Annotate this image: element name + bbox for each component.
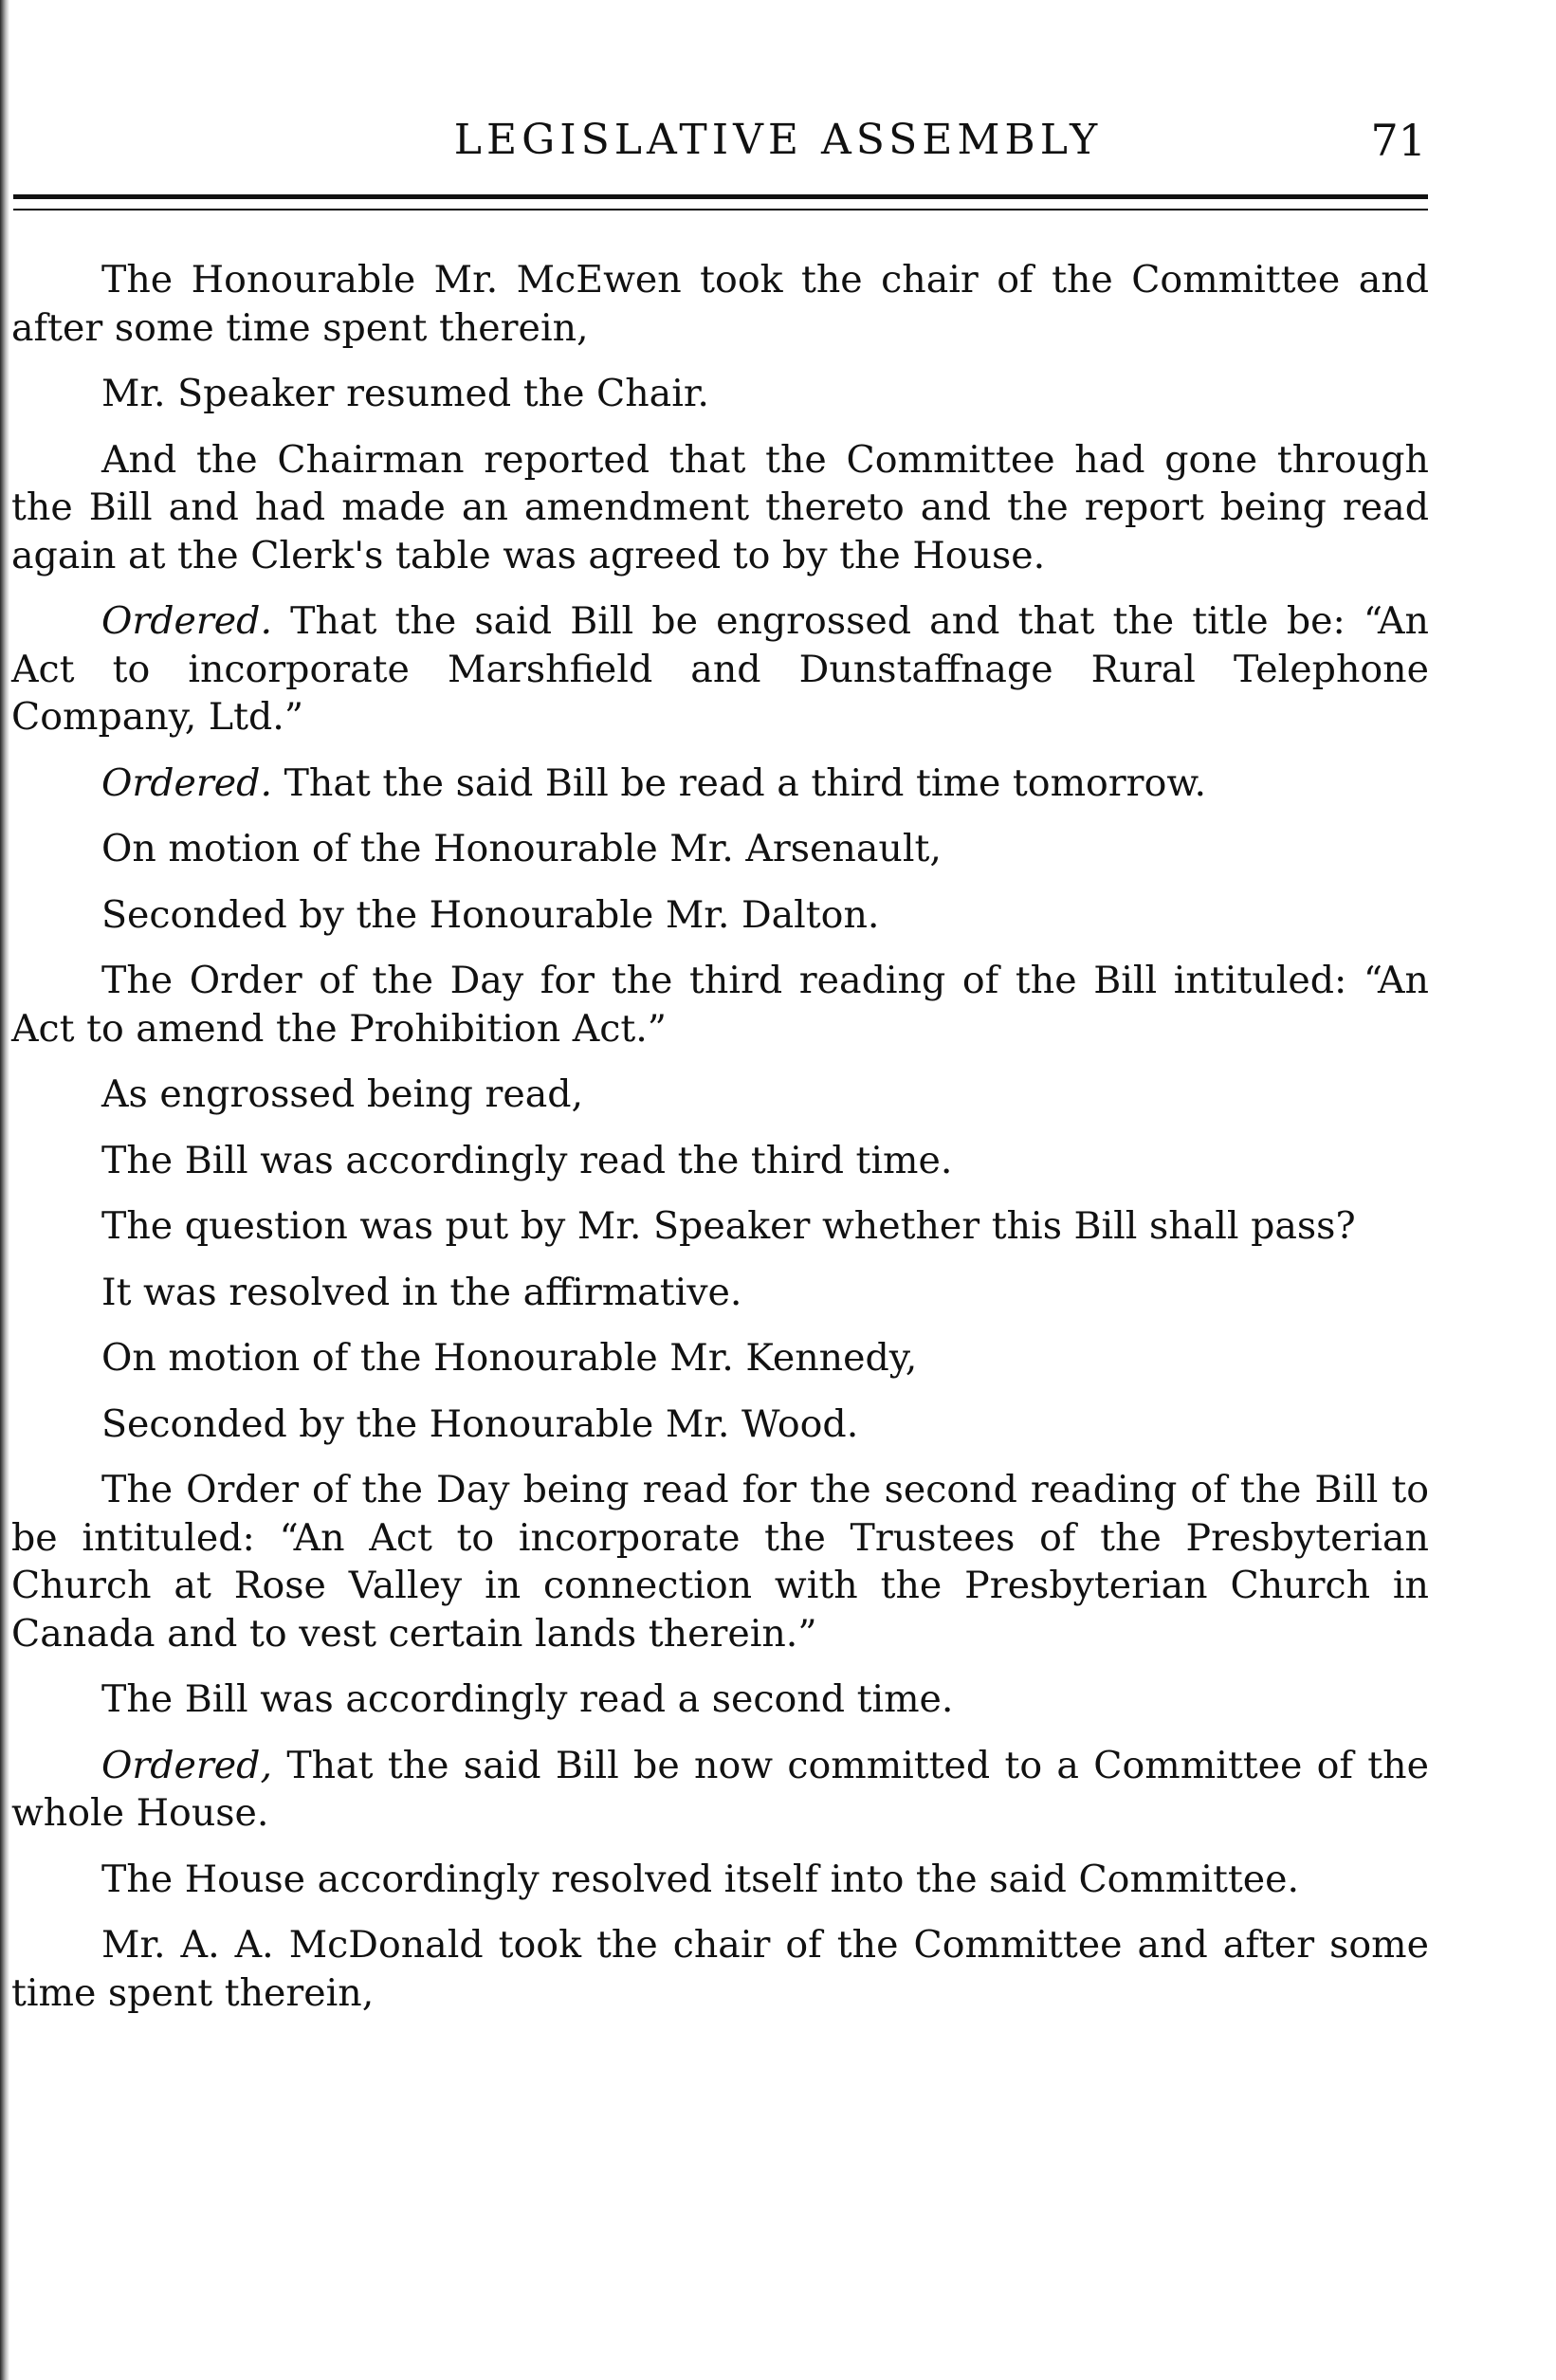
header-rule-thin bbox=[13, 209, 1428, 211]
paragraph bbox=[11, 1137, 1429, 1185]
paragraph bbox=[11, 957, 1429, 1053]
paragraph-text: Seconded by the Honourable Mr. Wood. bbox=[101, 1401, 859, 1446]
binding-edge bbox=[0, 0, 9, 2380]
running-title: LEGISLATIVE ASSEMBLY bbox=[453, 116, 1103, 164]
paragraph-text: On motion of the Honourable Mr. Arsenault, bbox=[101, 827, 942, 870]
paragraph bbox=[11, 825, 1429, 873]
paragraph bbox=[11, 597, 1429, 741]
paragraph bbox=[11, 436, 1429, 580]
paragraph-text: The Order of the Day being read for the second reading of the Bill to be intituled: “An Act to incorporate the Trustees of the Presbyterian Church at Rose Valley in connection with the Presbyterian Church in Canada and to vest certain lands therein.” bbox=[11, 1468, 1429, 1656]
paragraph-text: The Honourable Mr. McEwen took the chair of the Committee and after some time spent therein, bbox=[11, 258, 1429, 350]
paragraph bbox=[11, 1921, 1429, 2017]
paragraph-text: Mr. A. A. McDonald took the chair of the Committee and after some time spent therein, bbox=[11, 1923, 1429, 2015]
header-rule-thick bbox=[13, 194, 1428, 199]
page-number: 71 bbox=[1370, 115, 1426, 166]
paragraph bbox=[11, 1466, 1429, 1657]
paragraph-text: And the Chairman reported that the Committee had gone through the Bill and had made an amendment thereto and the report being read again at the Clerk's table was agreed to by the House. bbox=[11, 437, 1429, 577]
paragraph-text: That the said Bill be engrossed and that the title be: “An Act to incorporate Marshfield and Dunstaffnage Rural Telephone Company, Ltd.” bbox=[11, 599, 1429, 739]
paragraph bbox=[11, 1269, 1429, 1317]
paragraph bbox=[11, 1071, 1429, 1119]
ordered-lead: Ordered. bbox=[101, 599, 273, 643]
paragraph-text: It was resolved in the affirmative. bbox=[101, 1270, 742, 1314]
paragraph-text: As engrossed being read, bbox=[101, 1072, 584, 1116]
paragraph-text: Seconded by the Honourable Mr. Dalton. bbox=[101, 892, 880, 937]
paragraph-text: That the said Bill be read a third time tomorrow. bbox=[272, 760, 1207, 805]
paragraph-text: The Bill was accordingly read a second time. bbox=[101, 1677, 954, 1721]
paragraph-text: Mr. Speaker resumed the Chair. bbox=[101, 372, 709, 415]
page-header bbox=[0, 112, 1556, 169]
paragraph-text: The Bill was accordingly read the third time. bbox=[101, 1138, 953, 1182]
body-text bbox=[11, 256, 1429, 2035]
paragraph-text: The question was put by Mr. Speaker whether this Bill shall pass? bbox=[101, 1204, 1356, 1248]
paragraph-text: That the said Bill be now committed to a Committee of the whole House. bbox=[11, 1743, 1429, 1835]
paragraph bbox=[11, 1334, 1429, 1382]
paragraph bbox=[11, 760, 1429, 808]
paragraph bbox=[11, 1856, 1429, 1904]
ordered-lead: Ordered, bbox=[101, 1743, 273, 1787]
paragraph-text: The Order of the Day for the third reading of the Bill intituled: “An Act to amend the Prohibition Act.” bbox=[11, 959, 1429, 1051]
paragraph bbox=[11, 370, 1429, 418]
paragraph-text: On motion of the Honourable Mr. Kennedy, bbox=[101, 1336, 918, 1380]
paragraph bbox=[11, 256, 1429, 352]
paragraph bbox=[11, 1675, 1429, 1724]
paragraph bbox=[11, 1401, 1429, 1449]
paragraph-text: The House accordingly resolved itself into the said Committee. bbox=[101, 1857, 1300, 1901]
paragraph bbox=[11, 1202, 1429, 1251]
ordered-lead: Ordered. bbox=[101, 760, 273, 805]
paragraph bbox=[11, 1742, 1429, 1838]
paragraph bbox=[11, 891, 1429, 940]
